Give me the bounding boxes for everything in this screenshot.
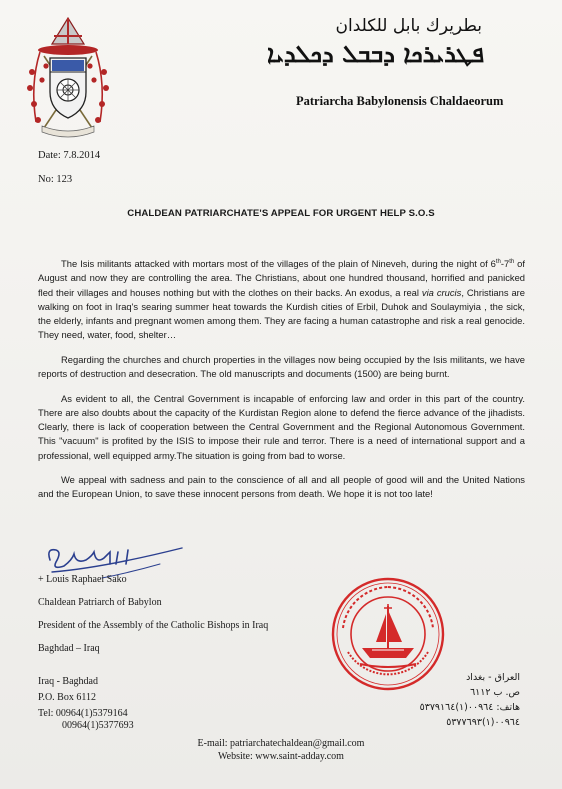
superscript: th xyxy=(495,259,501,265)
signatory-role-1: Chaldean Patriarch of Babylon xyxy=(38,597,162,608)
footer-email[interactable]: E-mail: patriarchatechaldean@gmail.com xyxy=(197,738,365,749)
body-italic-text: via crucis xyxy=(421,286,462,298)
letter-number: No: 123 xyxy=(38,174,73,185)
signatory-role-2: President of the Assembly of the Catholic Bishops in Iraq xyxy=(38,620,269,631)
footer-pobox: P.O. Box 6112 xyxy=(38,692,96,703)
signatory-place: Baghdad – Iraq xyxy=(38,643,100,654)
body-paragraph-2: Regarding the churches and church properties in the villages now being occupied by the Isis militants, we have reports of destruction and desecration. The old manuscripts and documents (1500) are being burnt. xyxy=(38,353,525,380)
patriarchal-coat-of-arms-icon xyxy=(22,14,114,142)
body-paragraph-1 xyxy=(38,255,525,342)
footer-city: Iraq - Baghdad xyxy=(38,676,98,687)
body-text: of August and now they are controlling the area. The Christians, about one hundred thousand, horrified and panicked fled their villages and houses nothing but with the clothes on their backs. An exodus, a real xyxy=(38,258,525,298)
header-syriac-name: ܦܛܪܝܪܟܐ ܕܒܒܠ ܕܟܠܕܝܐ xyxy=(267,40,484,68)
footer-tel-1-arabic: هاتف: ٠٠٩٦٤(١)٥٣٧٩١٦٤ xyxy=(419,702,520,713)
header-latin-name: Patriarcha Babylonensis Chaldaeorum xyxy=(296,94,504,108)
body-text: -7 xyxy=(500,258,510,270)
header-arabic-name: بطريرك بابل للكلدان xyxy=(335,16,482,36)
body-paragraph-4: We appeal with sadness and pain to the conscience of all and all people of good will and the United Nations and the European Union, to save these innocent persons from death. We hope it is not too late! xyxy=(38,474,525,500)
footer-tel-2: 00964(1)5377693 xyxy=(62,720,134,731)
signatory-name: + Louis Raphael Sako xyxy=(38,574,127,585)
footer-pobox-arabic: ص. ب ٦١١٢ xyxy=(470,687,520,698)
footer-tel-2-arabic: ٠٠٩٦٤(١)٥٣٧٧٦٩٣ xyxy=(446,717,520,728)
official-stamp-seal xyxy=(330,576,446,692)
letter-title: CHALDEAN PATRIARCHATE'S APPEAL FOR URGENT HELP S.O.S xyxy=(127,208,435,219)
body-text: The Isis militants attacked with mortars most of the villages of the plain of Nineveh, during the night of 6 xyxy=(61,258,496,270)
footer-tel-1: Tel: 00964(1)5379164 xyxy=(38,708,128,719)
superscript: th xyxy=(509,259,515,265)
letter-body xyxy=(38,255,525,512)
footer-city-arabic: العراق - بغداد xyxy=(466,672,520,683)
body-text: , Christians are walking on foot in Iraq's searing summer heat towards the Kurdish cities of Erbil, Duhok and Soulaymiyia , the sick, the elderly, infants and pregnant women among them. They are facing a human catastrophe and risk a real genocide. They need, water, food, shelter… xyxy=(38,286,526,341)
footer-website[interactable]: Website: www.saint-adday.com xyxy=(218,751,344,762)
letter-date: Date: 7.8.2014 xyxy=(38,150,101,161)
body-paragraph-3: As evident to all, the Central Government is incapable of enforcing law and order in this part of the country. There are also doubts about the capacity of the Kurdistan Region alone to defend the fierce advance of the jihadists. Clearly, there is lack of cooperation between the Central Government and the Regional Autonomous Government. This "vacuum" is profited by the ISIS to impose their rule and terror. There is a need of international support and a professional, well equipped army.The situation is going from bad to worse. xyxy=(38,392,525,461)
